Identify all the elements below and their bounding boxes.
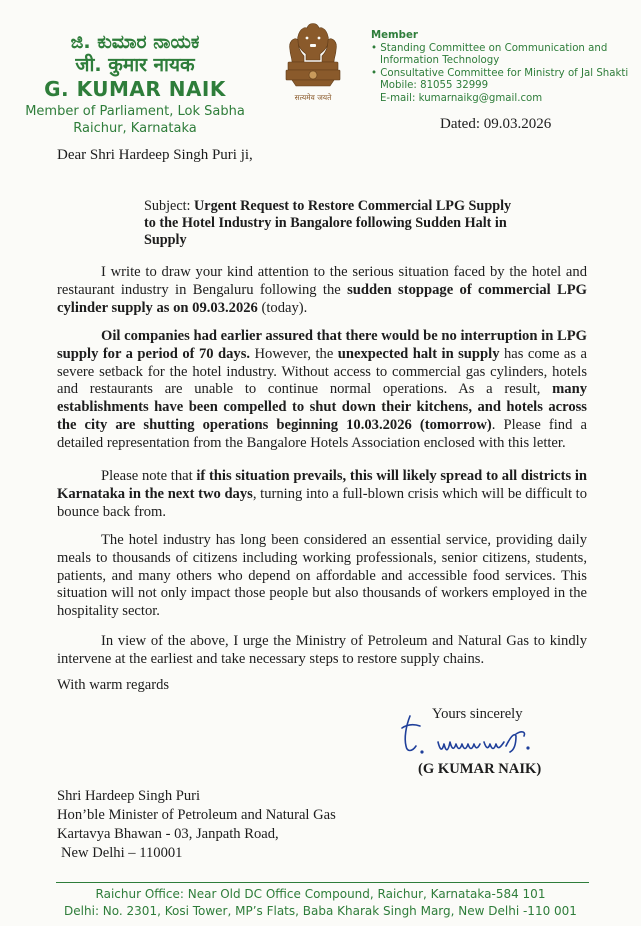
body-paragraph-3: [57, 468, 587, 521]
p2-text-3: . Please find a detailed representation from the Bangalore Hotels Association enclosed with this letter.: [57, 416, 587, 451]
letter-date: Dated: 09.03.2026: [440, 116, 552, 132]
committee-item: • Standing Committee on Communication and Information Technology: [371, 42, 608, 67]
email-address: E-mail: kumarnaikg@gmail.com: [380, 92, 543, 104]
name-kannada: ಜಿ. ಕುಮಾರ ನಾಯಕ: [70, 31, 200, 53]
p1-text: I write to draw your kind attention to the serious situation faced by the hotel and restaurant industry in Bengaluru following the: [57, 264, 587, 298]
p2-emphasis-1: Oil companies had earlier assured that there would be no interruption in LPG supply for a period of 70 days.: [57, 328, 587, 362]
handwritten-signature: [398, 712, 558, 764]
committee-item: • Consultative Committee for Ministry of Jal Shakti: [371, 67, 629, 79]
body-paragraph-1: [57, 264, 587, 317]
position-title: Member of Parliament, Lok Sabha: [25, 104, 245, 119]
letterhead-footer: [0, 886, 641, 920]
p3-text-end: , turning into a full-blown crisis which will be difficult to bounce back from.: [57, 485, 588, 520]
member-info-block: [371, 30, 636, 106]
name-english: G. KUMAR NAIK: [44, 77, 226, 101]
recipient-street: Kartavya Bhawan - 03, Janpath Road,: [57, 826, 279, 842]
p1-text-end: (today).: [257, 299, 308, 316]
body-paragraph-5: In view of the above, I urge the Ministry of Petroleum and Natural Gas to kindly intervene at the earliest and take necessary steps to restore supply chains.: [57, 633, 587, 667]
mobile-number: Mobile: 81055 32999: [380, 80, 489, 92]
recipient-city: New Delhi – 110001: [61, 845, 183, 861]
emblem-motto: सत्यमेव जयते: [294, 93, 332, 102]
p2-emphasis-2: unexpected halt in supply: [337, 345, 500, 362]
subject-text: Urgent Request to Restore Commercial LPG Supply to the Hotel Industry in Bangalore following Sudden Halt in Supply: [144, 198, 512, 248]
p3-emphasis: if this situation prevails, this will likely spread to all districts in Karnataka in the next two days: [57, 468, 587, 502]
footer-divider: [56, 882, 589, 883]
p2-text-2: has come as a severe setback for the hotel industry. Without access to commercial gas cylinders, hotels and restaurants are unable to continue normal operations. As a result,: [57, 345, 587, 398]
letterhead-name-block: [0, 30, 270, 137]
recipient-address: [57, 787, 336, 863]
p2-text-1: However, the: [250, 345, 338, 362]
signatory-name: (G KUMAR NAIK): [418, 761, 542, 777]
subject-label: Subject:: [144, 198, 191, 214]
body-paragraph-4: The hotel industry has long been considered an essential service, providing daily meals to thousands of citizens including working professionals, senior citizens, students, patients, and many others who depend on affordable and accessible food services. This situation will not only impact those people but also thousands of workers employed in the hospitality sector.: [57, 532, 587, 620]
p2-emphasis-3: many establishments have been compelled to shut down their kitchens, and hotels across the city are shutting operations beginning 10.03.2026 (tomorrow): [57, 381, 587, 433]
p3-text: Please note that: [101, 468, 197, 484]
footer-delhi-office: Delhi: No. 2301, Kosi Tower, MP’s Flats, Baba Kharak Singh Marg, New Delhi -110 001: [64, 904, 577, 918]
member-title: Member: [371, 30, 418, 41]
closing-regards: With warm regards: [57, 677, 170, 693]
closing-yours-sincerely: Yours sincerely: [432, 706, 523, 722]
recipient-title: Hon’ble Minister of Petroleum and Natural Gas: [57, 807, 336, 823]
body-paragraph-2: [57, 328, 587, 453]
p1-emphasis: sudden stoppage of commercial LPG cylinder supply as on 09.03.2026: [57, 281, 587, 316]
constituency: Raichur, Karnataka: [73, 121, 197, 136]
footer-raichur-office: Raichur Office: Near Old DC Office Compound, Raichur, Karnataka-584 101: [95, 887, 546, 901]
salutation: Dear Shri Hardeep Singh Puri ji,: [57, 147, 253, 163]
national-emblem-icon: [276, 14, 350, 108]
subject-line: [144, 198, 524, 248]
recipient-name: Shri Hardeep Singh Puri: [57, 788, 201, 804]
name-hindi: जी. कुमार नायक: [75, 54, 195, 76]
